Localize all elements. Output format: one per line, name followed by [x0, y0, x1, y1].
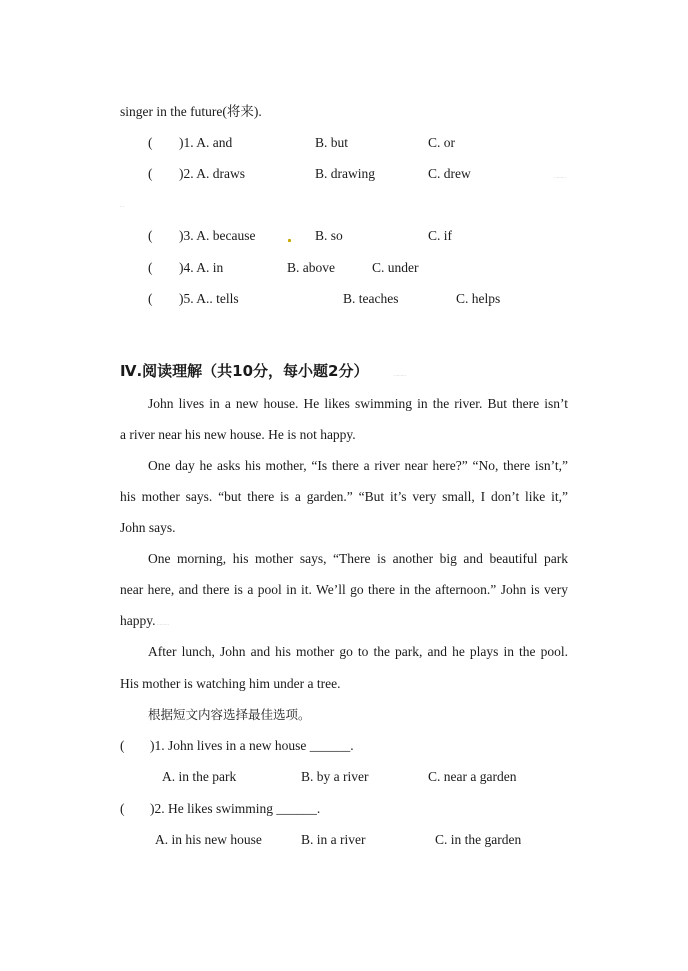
- passage-p2-line1: One day he asks his mother, “Is there a river near here?” “No, there isn’t,”: [148, 458, 568, 473]
- passage-p4-line1: After lunch, John and his mother go to the park, and he plays in the pool.: [148, 644, 568, 659]
- question-1-option-a: A. in the park: [162, 769, 237, 784]
- watermark-mark-4: ………: [157, 621, 169, 626]
- cloze-3-option-b: B. so: [315, 228, 343, 243]
- passage-p1-line1: John lives in a new house. He likes swimming in the river. But there isn’t: [148, 396, 568, 411]
- question-1-stem: )1. John lives in a new house ______.: [150, 738, 354, 753]
- cloze-1-option-a: )1. A. and: [179, 135, 233, 150]
- watermark-mark-1: ………: [554, 174, 566, 179]
- question-2-option-a: A. in his new house: [155, 832, 262, 847]
- question-1-paren[interactable]: (: [120, 738, 125, 753]
- question-2-option-b: B. in a river: [301, 832, 366, 847]
- passage-p3-line3: happy.: [120, 613, 156, 628]
- cloze-5-option-a: )5. A.. tells: [179, 291, 239, 306]
- cloze-1-option-b: B. but: [315, 135, 349, 150]
- cloze-3-option-a: )3. A. because: [179, 228, 256, 243]
- passage-p2-line3: John says.: [120, 520, 176, 535]
- question-2-paren[interactable]: (: [120, 801, 125, 816]
- cloze-4-option-b: B. above: [287, 260, 335, 275]
- cloze-4-paren[interactable]: (: [148, 260, 153, 275]
- passage-p2-line2: his mother says. “but there is a garden.” “But it’s very small, I don’t like it,”: [120, 489, 568, 504]
- cloze-2-paren[interactable]: (: [148, 166, 153, 181]
- question-1-option-c: C. near a garden: [428, 769, 517, 784]
- cloze-5-option-c: C. helps: [456, 291, 501, 306]
- yellow-dot-mark: [288, 239, 291, 242]
- watermark-mark-2: …: [120, 203, 124, 208]
- cloze-5-option-b: B. teaches: [343, 291, 399, 306]
- reading-instruction: 根据短文内容选择最佳选项。: [148, 707, 311, 722]
- passage-p3-line2: near here, and there is a pool in it. We’ll go there in the afternoon.” John is very: [120, 582, 568, 597]
- cloze-3-option-c: C. if: [428, 228, 453, 243]
- intro-tail-line: [120, 104, 262, 120]
- passage-p1-line2: a river near his new house. He is not happy.: [120, 427, 356, 442]
- question-2-stem: )2. He likes swimming ______.: [150, 801, 321, 816]
- question-2-option-c: C. in the garden: [435, 832, 522, 847]
- cloze-1-paren[interactable]: (: [148, 135, 153, 150]
- cloze-4-option-c: C. under: [372, 260, 419, 275]
- cloze-1-option-c: C. or: [428, 135, 455, 150]
- cloze-4-option-a: )4. A. in: [179, 260, 224, 275]
- reading-section-title: Ⅳ.阅读理解（共10分，每小题2分）: [120, 362, 369, 380]
- passage-p3-line1: One morning, his mother says, “There is another big and beautiful park: [148, 551, 568, 566]
- cloze-5-paren[interactable]: (: [148, 291, 153, 306]
- watermark-mark-3: ………: [394, 372, 406, 377]
- cloze-2-option-c: C. drew: [428, 166, 471, 181]
- question-1-option-b: B. by a river: [301, 769, 369, 784]
- cloze-2-option-a: )2. A. draws: [179, 166, 245, 181]
- cloze-3-paren[interactable]: (: [148, 228, 153, 243]
- passage-p4-line2: His mother is watching him under a tree.: [120, 676, 341, 691]
- intro-tail-text: singer in the future(将来).: [120, 104, 262, 119]
- cloze-2-option-b: B. drawing: [315, 166, 375, 181]
